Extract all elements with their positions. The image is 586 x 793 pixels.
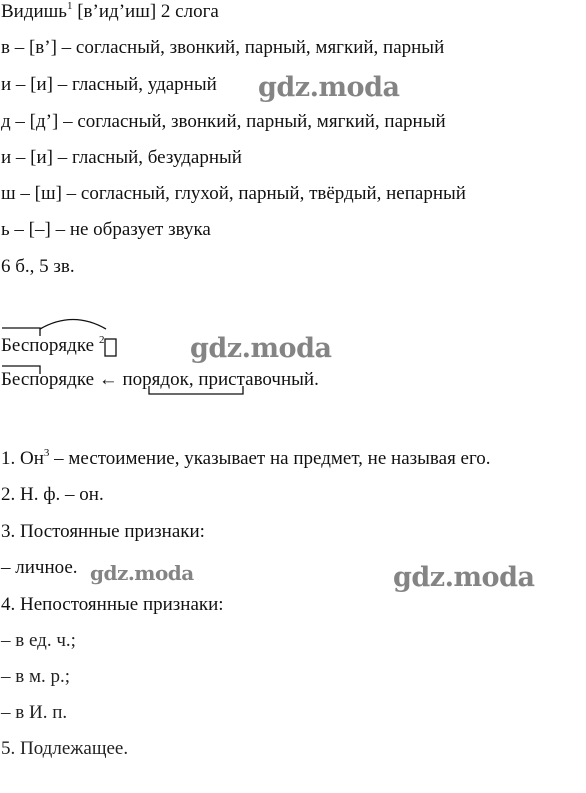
root-arc <box>40 320 106 330</box>
morph-point-2: 2. Н. ф. – он. <box>1 484 104 505</box>
morph-point-1 <box>1 447 491 471</box>
morph-point-4: 4. Непостоянные признаки: <box>1 594 224 615</box>
morph-point-5: 5. Подлежащее. <box>1 738 129 759</box>
derivation-word: Беспорядке <box>1 369 95 390</box>
phonetic-row: и – [и] – гласный, безударный <box>1 147 242 168</box>
watermark: gdz.moda <box>190 333 332 364</box>
morph-word: 1. Он <box>1 448 44 469</box>
ending-box <box>105 339 116 356</box>
footnote-mark-3: 3 <box>43 447 50 459</box>
derivation-arrow: ← <box>98 369 118 390</box>
phonetic-row: ш – [ш] – согласный, глухой, парный, твёрдый, непарный <box>1 183 466 204</box>
phonetic-word: Видишь <box>1 1 67 22</box>
derivation-method: , приставочный. <box>188 369 319 390</box>
derivation-base: порядок <box>122 369 189 390</box>
morphemic-word: Беспорядке <box>1 335 95 356</box>
watermark: gdz.moda <box>258 72 400 103</box>
phonetic-row: в – [в’] – согласный, звонкий, парный, мягкий, парный <box>1 37 445 58</box>
derivation-line <box>1 368 319 392</box>
morph-part-of-speech: – местоимение, указывает на предмет, не называя его. <box>49 448 491 469</box>
phonetic-row: ь – [–] – не образует звука <box>1 219 211 240</box>
transcription: [в’ид’иш] <box>77 1 157 22</box>
footnote-mark-2: 2 <box>99 334 105 346</box>
prefix-mark <box>2 328 40 336</box>
phonetic-row: и – [и] – гласный, ударный <box>1 74 217 95</box>
phonetic-row: д – [д’] – согласный, звонкий, парный, мягкий, парный <box>1 111 446 132</box>
morph-constant-feature: – личное. <box>1 557 78 578</box>
morph-variable-feature: – в м. р.; <box>1 666 71 687</box>
letter-sound-summary: 6 б., 5 зв. <box>1 256 75 277</box>
morph-variable-feature: – в ед. ч.; <box>1 630 76 651</box>
morph-point-3: 3. Постоянные признаки: <box>1 521 205 542</box>
watermark: gdz.moda <box>393 562 535 593</box>
footnote-mark-1: 1 <box>66 0 73 12</box>
morph-variable-feature: – в И. п. <box>1 702 68 723</box>
syllable-count: 2 слога <box>160 1 219 22</box>
watermark: gdz.moda <box>90 561 194 585</box>
